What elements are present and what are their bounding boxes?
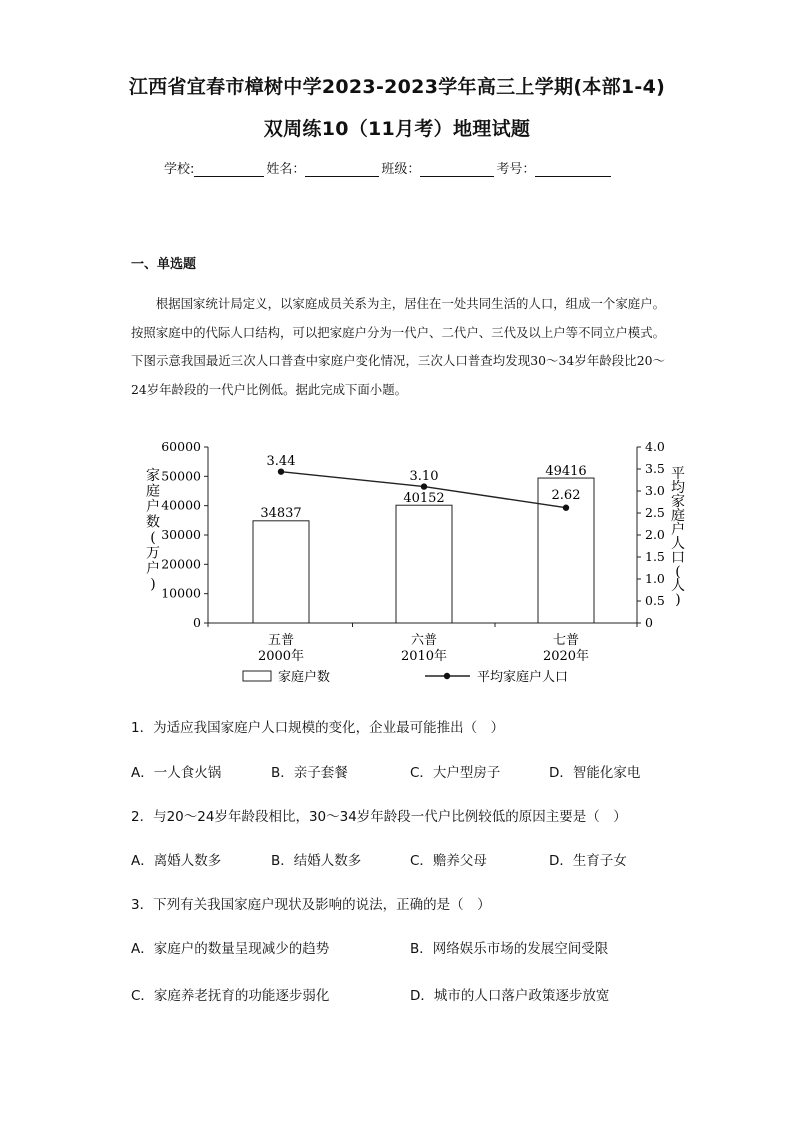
left-tick-label: 50000 [161, 468, 201, 484]
exam-title-line1: 江西省宜春市樟树中学2023-2023学年高三上学期(本部1-4) [128, 76, 666, 98]
q1-option-c[interactable]: C．大户型房子 [410, 765, 501, 781]
bar-value-label: 40152 [403, 491, 445, 506]
q1-option-b[interactable]: B．亲子套餐 [271, 765, 348, 781]
exam-title-line2: 双周练10（11月考）地理试题 [263, 118, 531, 140]
x-category-label: 七普 [552, 633, 580, 648]
line-point [563, 505, 569, 511]
class-label: 班级： [381, 162, 421, 177]
q3-option-d[interactable]: D．城市的人口落户政策逐步放宽 [410, 988, 610, 1004]
legend-bar-swatch [243, 671, 271, 681]
reading-passage: 根据国家统计局定义，以家庭成员关系为主，居住在一处共同生活的人口，组成一个家庭户。按照家庭中的代际人口结构，可以把家庭户分为一代户、二代户、三代及以上户等不同立户模式。下图示意我国最近三次人口普查中家庭户变化情况，三次人口普查均发现30～34岁年龄段比20～24岁年龄段的一代户比例低。据此完成下面小题。 [131, 296, 665, 397]
right-tick-label: 2.5 [645, 505, 665, 520]
x-category-year: 2020年 [542, 649, 590, 664]
left-axis-title: 家庭户数(万户) [146, 468, 160, 593]
left-tick-label: 0 [193, 615, 201, 630]
q2-option-b[interactable]: B．结婚人数多 [271, 853, 362, 869]
legend-bar-label: 家庭户数 [278, 670, 331, 685]
line-value-label: 3.10 [409, 469, 439, 484]
q1-option-d[interactable]: D．智能化家电 [549, 765, 641, 781]
q3-option-a[interactable]: A．家庭户的数量呈现减少的趋势 [131, 941, 330, 957]
legend-line-label: 平均家庭户人口 [477, 670, 569, 685]
line-point [421, 483, 427, 489]
line-point [278, 468, 284, 474]
q2-option-c[interactable]: C．赡养父母 [410, 853, 487, 869]
x-category-label: 六普 [410, 633, 438, 648]
right-tick-label: 1.5 [645, 549, 665, 564]
question-1-stem: 1．为适应我国家庭户人口规模的变化，企业最可能推出（ ） [131, 720, 505, 736]
q3-option-c[interactable]: C．家庭养老抚育的功能逐步弱化 [131, 988, 330, 1004]
right-tick-label: 4.0 [645, 439, 665, 454]
q1-option-a[interactable]: A．一人食火锅 [131, 765, 222, 781]
question-2-stem: 2．与20～24岁年龄段相比，30～34岁年龄段一代户比例较低的原因主要是（ ） [131, 809, 627, 825]
x-category-year: 2000年 [257, 649, 305, 664]
right-axis-title: 平均家庭户人口(人) [671, 466, 685, 608]
name-label: 姓名： [266, 162, 306, 177]
q2-option-a[interactable]: A．离婚人数多 [131, 853, 222, 869]
question-3-stem: 3．下列有关我国家庭户现状及影响的说法，正确的是（ ） [131, 897, 491, 913]
x-category-year: 2010年 [400, 649, 448, 664]
right-tick-label: 2.0 [645, 527, 665, 542]
bar-household-count [253, 521, 309, 623]
line-value-label: 2.62 [551, 488, 581, 503]
exam-number-label: 考号： [496, 162, 536, 177]
right-tick-label: 0 [645, 615, 653, 630]
q2-option-d[interactable]: D．生育子女 [549, 853, 627, 869]
section-title: 一、单选题 [131, 257, 197, 272]
bar-value-label: 34837 [260, 506, 302, 521]
legend-line-marker [444, 673, 450, 679]
right-tick-label: 0.5 [645, 593, 665, 608]
right-tick-label: 1.0 [645, 571, 665, 586]
left-tick-label: 20000 [161, 556, 201, 572]
bar-household-count [396, 505, 452, 623]
line-value-label: 3.44 [266, 454, 296, 469]
q3-option-b[interactable]: B．网络娱乐市场的发展空间受限 [410, 941, 609, 957]
left-tick-label: 30000 [161, 527, 201, 542]
right-tick-label: 3.5 [645, 461, 665, 476]
bar-value-label: 49416 [545, 464, 587, 479]
left-tick-label: 10000 [161, 585, 201, 601]
school-label: 学校: [164, 162, 195, 177]
right-tick-label: 3.0 [645, 483, 665, 498]
left-tick-label: 60000 [161, 439, 201, 454]
x-category-label: 五普 [267, 633, 295, 648]
left-tick-label: 40000 [161, 497, 201, 513]
